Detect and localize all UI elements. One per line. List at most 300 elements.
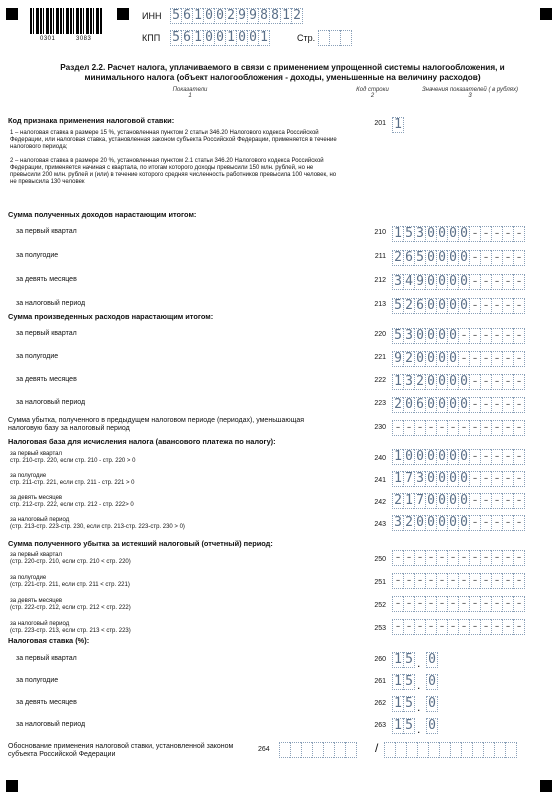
- digit-cell: 0: [414, 515, 425, 531]
- tax-rate-integer-field[interactable]: [392, 652, 415, 668]
- column-header-values: Значения показателей ( в рублях) 3: [421, 87, 519, 99]
- digit-cell: -: [458, 351, 469, 367]
- digit-cell: -: [502, 550, 513, 566]
- empty-cell: [384, 742, 395, 758]
- digit-cell: -: [491, 596, 502, 612]
- justification-field-part-2[interactable]: [384, 742, 517, 758]
- income-row-label: за первый квартал: [16, 228, 77, 235]
- empty-cell: [329, 30, 340, 46]
- income-value-field[interactable]: [392, 226, 525, 242]
- tax-base-value-field[interactable]: [392, 515, 525, 531]
- loss-current-row-label: за девять месяцев (стр. 222-стр. 212, если стр. 212 < стр. 222): [10, 598, 131, 611]
- digit-cell: -: [447, 550, 458, 566]
- digit-cell: -: [447, 619, 458, 635]
- kpp-field[interactable]: [170, 30, 270, 46]
- rate-code-option-2: 2 – налоговая ставка в размере 20 %, установленная пунктом 2.1 статьи 346.20 Налогового кодекса Российской Федерации, применяется начиная с квартала, по итогам которого доходы превысили 150 млн. рублей, но не превысили 200 млн. рублей и (или) в течение которого средняя численность работников превысила 100 человек, но не превысила 130 человек: [10, 158, 337, 185]
- digit-cell: 9: [247, 8, 258, 24]
- line-code-243: 243: [374, 521, 386, 528]
- digit-cell: -: [447, 596, 458, 612]
- line-code-212: 212: [374, 277, 386, 284]
- digit-cell: 0: [436, 374, 447, 390]
- digit-cell: -: [447, 573, 458, 589]
- digit-cell: -: [469, 493, 480, 509]
- expense-row-label: за девять месяцев: [16, 376, 77, 383]
- digit-cell: 0: [447, 250, 458, 266]
- digit-cell: -: [491, 471, 502, 487]
- empty-cell: [472, 742, 483, 758]
- digit-cell: 9: [392, 351, 403, 367]
- digit-cell: 0: [425, 397, 436, 413]
- digit-cell: 0: [447, 351, 458, 367]
- digit-cell: 2: [403, 351, 414, 367]
- empty-cell: [417, 742, 428, 758]
- empty-cell: [439, 742, 450, 758]
- digit-cell: 6: [414, 298, 425, 314]
- digit-cell: 0: [447, 493, 458, 509]
- inn-field[interactable]: [170, 8, 303, 24]
- tax-rate-row-label: за первый квартал: [16, 655, 77, 662]
- digit-cell: -: [480, 298, 491, 314]
- digit-cell: -: [392, 550, 403, 566]
- digit-cell: -: [458, 550, 469, 566]
- digit-cell: -: [469, 550, 480, 566]
- digit-cell: -: [502, 471, 513, 487]
- digit-cell: 0: [425, 374, 436, 390]
- income-value-field[interactable]: [392, 274, 525, 290]
- digit-cell: -: [480, 596, 491, 612]
- digit-cell: 2: [414, 374, 425, 390]
- digit-cell: -: [502, 596, 513, 612]
- digit-cell: 0: [436, 515, 447, 531]
- income-row-label: за полугодие: [16, 252, 59, 259]
- line-code-221: 221: [374, 354, 386, 361]
- digit-cell: 5: [403, 696, 415, 712]
- digit-cell: 1: [392, 374, 403, 390]
- digit-cell: 1: [192, 30, 203, 46]
- digit-cell: 0: [447, 374, 458, 390]
- income-row-label: за налоговый период: [16, 300, 86, 307]
- digit-cell: -: [480, 274, 491, 290]
- digit-cell: -: [469, 274, 480, 290]
- digit-cell: -: [513, 397, 525, 413]
- digit-cell: 0: [203, 8, 214, 24]
- digit-cell: -: [436, 619, 447, 635]
- digit-cell: -: [480, 493, 491, 509]
- barcode-number-left: 0301: [40, 36, 56, 42]
- digit-cell: 0: [425, 471, 436, 487]
- digit-cell: 1: [258, 30, 270, 46]
- line-code-222: 222: [374, 377, 386, 384]
- digit-cell: 3: [403, 328, 414, 344]
- digit-cell: -: [502, 298, 513, 314]
- income-value-field[interactable]: [392, 298, 525, 314]
- rate-code-option-1: 1 – налоговая ставка в размере 15 %, установленная пунктом 2 статьи 346.20 Налогового кодекса Российской Федерации, или налоговая ставка, установленная законом субъекта Российской Федерации, применяется в течение налогового периода;: [10, 130, 337, 150]
- digit-cell: -: [469, 596, 480, 612]
- digit-cell: -: [392, 619, 403, 635]
- empty-cell: [428, 742, 439, 758]
- line-code-220: 220: [374, 331, 386, 338]
- digit-cell: 9: [414, 274, 425, 290]
- tax-rate-fraction-field[interactable]: [426, 718, 438, 734]
- loss-current-row-label: за налоговый период (стр. 223-стр. 213, если стр. 213 < стр. 223): [10, 621, 131, 634]
- digit-cell: -: [513, 250, 525, 266]
- digit-cell: 0: [458, 250, 469, 266]
- digit-cell: -: [491, 298, 502, 314]
- digit-cell: -: [513, 573, 525, 589]
- digit-cell: 0: [203, 30, 214, 46]
- tax-base-row-label: за первый квартал стр. 210-стр. 220, если стр. 210 - стр. 220 > 0: [10, 451, 136, 464]
- empty-cell: [461, 742, 472, 758]
- digit-cell: -: [513, 226, 525, 242]
- digit-cell: -: [480, 328, 491, 344]
- tax-rate-row-label: за налоговый период: [16, 721, 86, 728]
- digit-cell: 5: [403, 718, 415, 734]
- digit-cell: 0: [447, 226, 458, 242]
- digit-cell: -: [502, 274, 513, 290]
- digit-cell: -: [491, 420, 502, 436]
- digit-cell: -: [491, 397, 502, 413]
- digit-cell: 0: [436, 328, 447, 344]
- digit-cell: -: [436, 573, 447, 589]
- digit-cell: -: [502, 374, 513, 390]
- digit-cell: 0: [436, 471, 447, 487]
- digit-cell: 5: [392, 298, 403, 314]
- digit-cell: -: [513, 420, 525, 436]
- digit-cell: 0: [458, 471, 469, 487]
- digit-cell: -: [458, 619, 469, 635]
- inn-label: ИНН: [142, 11, 162, 21]
- digit-cell: -: [480, 250, 491, 266]
- digit-cell: -: [491, 573, 502, 589]
- digit-cell: 0: [414, 449, 425, 465]
- digit-cell: -: [502, 515, 513, 531]
- line-code-253: 253: [374, 625, 386, 632]
- empty-cell: [323, 742, 334, 758]
- digit-cell: -: [502, 449, 513, 465]
- empty-cell: [406, 742, 417, 758]
- digit-cell: -: [491, 449, 502, 465]
- digit-cell: 2: [403, 298, 414, 314]
- digit-cell: 0: [425, 226, 436, 242]
- digit-cell: 0: [458, 515, 469, 531]
- digit-cell: 4: [403, 274, 414, 290]
- digit-cell: 0: [425, 493, 436, 509]
- digit-cell: -: [392, 596, 403, 612]
- expense-value-field[interactable]: [392, 374, 525, 390]
- decimal-point: .: [417, 722, 421, 736]
- loss-current-value-field[interactable]: [392, 573, 525, 589]
- tax-base-value-field[interactable]: [392, 493, 525, 509]
- expense-row-label: за полугодие: [16, 353, 59, 360]
- digit-cell: -: [502, 226, 513, 242]
- digit-cell: -: [491, 226, 502, 242]
- digit-cell: 0: [458, 226, 469, 242]
- rate-code-title: Код признака применения налоговой ставки:: [8, 116, 175, 125]
- digit-cell: -: [414, 619, 425, 635]
- line-code-242: 242: [374, 499, 386, 506]
- corner-marker: [6, 780, 18, 792]
- kpp-label: КПП: [142, 33, 161, 43]
- digit-cell: 6: [181, 8, 192, 24]
- digit-cell: -: [491, 619, 502, 635]
- digit-cell: -: [480, 374, 491, 390]
- digit-cell: -: [513, 471, 525, 487]
- digit-cell: 0: [447, 274, 458, 290]
- digit-cell: -: [458, 596, 469, 612]
- tax-rate-integer-field[interactable]: [392, 696, 415, 712]
- loss-current-value-field[interactable]: [392, 619, 525, 635]
- digit-cell: 1: [392, 696, 403, 712]
- page-number-field[interactable]: [318, 30, 352, 46]
- digit-cell: -: [469, 449, 480, 465]
- digit-cell: -: [469, 515, 480, 531]
- tax-rate-fraction-field[interactable]: [426, 696, 438, 712]
- digit-cell: 0: [436, 274, 447, 290]
- digit-cell: -: [469, 573, 480, 589]
- corner-marker: [6, 8, 18, 20]
- digit-cell: 6: [414, 397, 425, 413]
- income-value-field[interactable]: [392, 250, 525, 266]
- digit-cell: -: [491, 550, 502, 566]
- justification-field-part-1[interactable]: [279, 742, 357, 758]
- expense-row-label: за первый квартал: [16, 330, 77, 337]
- digit-cell: 0: [425, 449, 436, 465]
- digit-cell: 5: [392, 328, 403, 344]
- digit-cell: 1: [403, 493, 414, 509]
- digit-cell: -: [480, 226, 491, 242]
- digit-cell: -: [403, 420, 414, 436]
- digit-cell: 0: [425, 250, 436, 266]
- digit-cell: -: [480, 515, 491, 531]
- digit-cell: -: [502, 619, 513, 635]
- expense-value-field[interactable]: [392, 351, 525, 367]
- empty-cell: [505, 742, 517, 758]
- digit-cell: 5: [403, 674, 415, 690]
- digit-cell: -: [469, 471, 480, 487]
- digit-cell: -: [425, 420, 436, 436]
- digit-cell: 0: [447, 298, 458, 314]
- digit-cell: -: [491, 351, 502, 367]
- digit-cell: 0: [426, 718, 438, 734]
- digit-cell: 0: [214, 8, 225, 24]
- line-code-213: 213: [374, 301, 386, 308]
- expense-value-field[interactable]: [392, 397, 525, 413]
- section-title: Раздел 2.2. Расчет налога, уплачиваемого в связи с применением упрощенной системы налогообложения, и минимального налога (объект налогообложения - доходы, уменьшенные на величину расходов): [60, 63, 505, 82]
- digit-cell: -: [502, 493, 513, 509]
- digit-cell: 1: [392, 449, 403, 465]
- loss-prev-label: Сумма убытка, полученного в предыдущем налоговом периоде (периодах), уменьшающая налоговую базу за налоговый период: [8, 417, 305, 432]
- tax-base-row-label: за налоговый период (стр. 213-стр. 223-стр. 230, если стр. 213-стр. 223-стр. 230 > 0): [10, 517, 185, 530]
- digit-cell: 0: [425, 274, 436, 290]
- digit-cell: -: [480, 351, 491, 367]
- digit-cell: 7: [414, 493, 425, 509]
- empty-cell: [318, 30, 329, 46]
- digit-cell: -: [403, 550, 414, 566]
- digit-cell: -: [513, 298, 525, 314]
- digit-cell: -: [425, 550, 436, 566]
- corner-marker: [117, 8, 129, 20]
- tax-rate-fraction-field[interactable]: [426, 674, 438, 690]
- digit-cell: -: [436, 420, 447, 436]
- digit-cell: 3: [403, 374, 414, 390]
- digit-cell: 1: [392, 471, 403, 487]
- digit-cell: -: [513, 274, 525, 290]
- digit-cell: -: [392, 573, 403, 589]
- digit-cell: -: [414, 550, 425, 566]
- digit-cell: -: [480, 397, 491, 413]
- digit-cell: 1: [225, 30, 236, 46]
- digit-cell: -: [502, 328, 513, 344]
- justification-label: Обоснование применения налоговой ставки, установленной законом субъекта Российской Федерации: [8, 743, 234, 758]
- digit-cell: -: [403, 596, 414, 612]
- digit-cell: 5: [170, 30, 181, 46]
- decimal-point: .: [417, 700, 421, 714]
- digit-cell: 0: [247, 30, 258, 46]
- digit-cell: 8: [258, 8, 269, 24]
- digit-cell: 0: [425, 351, 436, 367]
- digit-cell: 1: [392, 652, 403, 668]
- income-row-label: за девять месяцев: [16, 276, 77, 283]
- tax-rate-fraction-field[interactable]: [426, 652, 438, 668]
- line-code-262: 262: [374, 700, 386, 707]
- digit-cell: 5: [403, 226, 414, 242]
- digit-cell: 9: [236, 8, 247, 24]
- digit-cell: 0: [458, 374, 469, 390]
- digit-cell: 2: [392, 493, 403, 509]
- digit-cell: 0: [458, 397, 469, 413]
- digit-cell: -: [414, 420, 425, 436]
- digit-cell: -: [469, 619, 480, 635]
- tax-base-value-field[interactable]: [392, 449, 525, 465]
- digit-cell: 1: [392, 117, 404, 133]
- digit-cell: -: [513, 449, 525, 465]
- digit-cell: 3: [392, 274, 403, 290]
- tax-base-row-label: за полугодие стр. 211-стр. 221, если стр. 211 - стр. 221 > 0: [10, 473, 135, 486]
- line-code-251: 251: [374, 579, 386, 586]
- digit-cell: -: [403, 573, 414, 589]
- digit-cell: 5: [170, 8, 181, 24]
- digit-cell: 0: [426, 674, 438, 690]
- digit-cell: 0: [236, 30, 247, 46]
- empty-cell: [290, 742, 301, 758]
- digit-cell: -: [502, 250, 513, 266]
- empty-cell: [494, 742, 505, 758]
- digit-cell: 0: [436, 298, 447, 314]
- line-code-223: 223: [374, 400, 386, 407]
- digit-cell: -: [513, 550, 525, 566]
- tax-base-row-label: за девять месяцев стр. 212-стр. 222, если стр. 212 - стр. 222> 0: [10, 495, 134, 508]
- loss-prev-field[interactable]: [392, 420, 525, 436]
- digit-cell: 5: [403, 652, 415, 668]
- digit-cell: 0: [436, 226, 447, 242]
- digit-cell: -: [436, 550, 447, 566]
- digit-cell: -: [458, 573, 469, 589]
- digit-cell: -: [480, 471, 491, 487]
- digit-cell: -: [513, 374, 525, 390]
- loss-current-row-label: за полугодие (стр. 221-стр. 211, если стр. 211 < стр. 221): [10, 575, 130, 588]
- digit-cell: -: [469, 298, 480, 314]
- empty-cell: [334, 742, 345, 758]
- digit-cell: 0: [436, 397, 447, 413]
- empty-cell: [395, 742, 406, 758]
- digit-cell: -: [491, 493, 502, 509]
- digit-cell: -: [502, 573, 513, 589]
- line-code-201: 201: [374, 120, 386, 127]
- digit-cell: -: [491, 328, 502, 344]
- digit-cell: 2: [392, 250, 403, 266]
- digit-cell: -: [480, 420, 491, 436]
- digit-cell: 0: [458, 298, 469, 314]
- digit-cell: 0: [426, 696, 438, 712]
- digit-cell: 0: [436, 449, 447, 465]
- loss-current-value-field[interactable]: [392, 596, 525, 612]
- expense-value-field[interactable]: [392, 328, 525, 344]
- digit-cell: -: [425, 573, 436, 589]
- line-code-252: 252: [374, 602, 386, 609]
- digit-cell: 2: [403, 515, 414, 531]
- tax-base-value-field[interactable]: [392, 471, 525, 487]
- digit-cell: 0: [403, 397, 414, 413]
- empty-cell: [279, 742, 290, 758]
- loss-current-value-field[interactable]: [392, 550, 525, 566]
- digit-cell: 5: [414, 250, 425, 266]
- digit-cell: -: [469, 351, 480, 367]
- tax-base-title: Налоговая база для исчисления налога (авансового платежа по налогу):: [8, 437, 276, 446]
- digit-cell: 0: [414, 328, 425, 344]
- line-code-260: 260: [374, 656, 386, 663]
- digit-cell: -: [414, 573, 425, 589]
- digit-cell: -: [513, 328, 525, 344]
- digit-cell: 1: [280, 8, 291, 24]
- digit-cell: -: [403, 619, 414, 635]
- line-code-240: 240: [374, 455, 386, 462]
- tax-rate-integer-field[interactable]: [392, 674, 415, 690]
- digit-cell: -: [425, 619, 436, 635]
- digit-cell: -: [513, 351, 525, 367]
- digit-cell: -: [469, 374, 480, 390]
- column-header-indicators: Показатели 1: [172, 87, 208, 99]
- expense-row-label: за налоговый период: [16, 399, 86, 406]
- digit-cell: -: [480, 619, 491, 635]
- line-code-264: 264: [258, 746, 270, 753]
- rate-code-field[interactable]: [392, 117, 404, 133]
- empty-cell: [450, 742, 461, 758]
- digit-cell: 0: [414, 351, 425, 367]
- empty-cell: [301, 742, 312, 758]
- justification-separator: /: [375, 741, 379, 755]
- digit-cell: -: [414, 596, 425, 612]
- digit-cell: -: [480, 573, 491, 589]
- digit-cell: 2: [291, 8, 303, 24]
- digit-cell: -: [425, 596, 436, 612]
- digit-cell: -: [491, 250, 502, 266]
- digit-cell: 1: [392, 674, 403, 690]
- loss-current-title: Сумма полученного убытка за истекший налоговый (отчетный) период:: [8, 539, 273, 548]
- empty-cell: [340, 30, 352, 46]
- digit-cell: -: [513, 493, 525, 509]
- digit-cell: -: [502, 397, 513, 413]
- digit-cell: 0: [436, 493, 447, 509]
- digit-cell: 0: [436, 351, 447, 367]
- digit-cell: 6: [181, 30, 192, 46]
- digit-cell: -: [480, 550, 491, 566]
- digit-cell: 3: [414, 471, 425, 487]
- tax-rate-integer-field[interactable]: [392, 718, 415, 734]
- digit-cell: -: [469, 328, 480, 344]
- empty-cell: [312, 742, 323, 758]
- barcode: [30, 8, 102, 34]
- line-code-241: 241: [374, 477, 386, 484]
